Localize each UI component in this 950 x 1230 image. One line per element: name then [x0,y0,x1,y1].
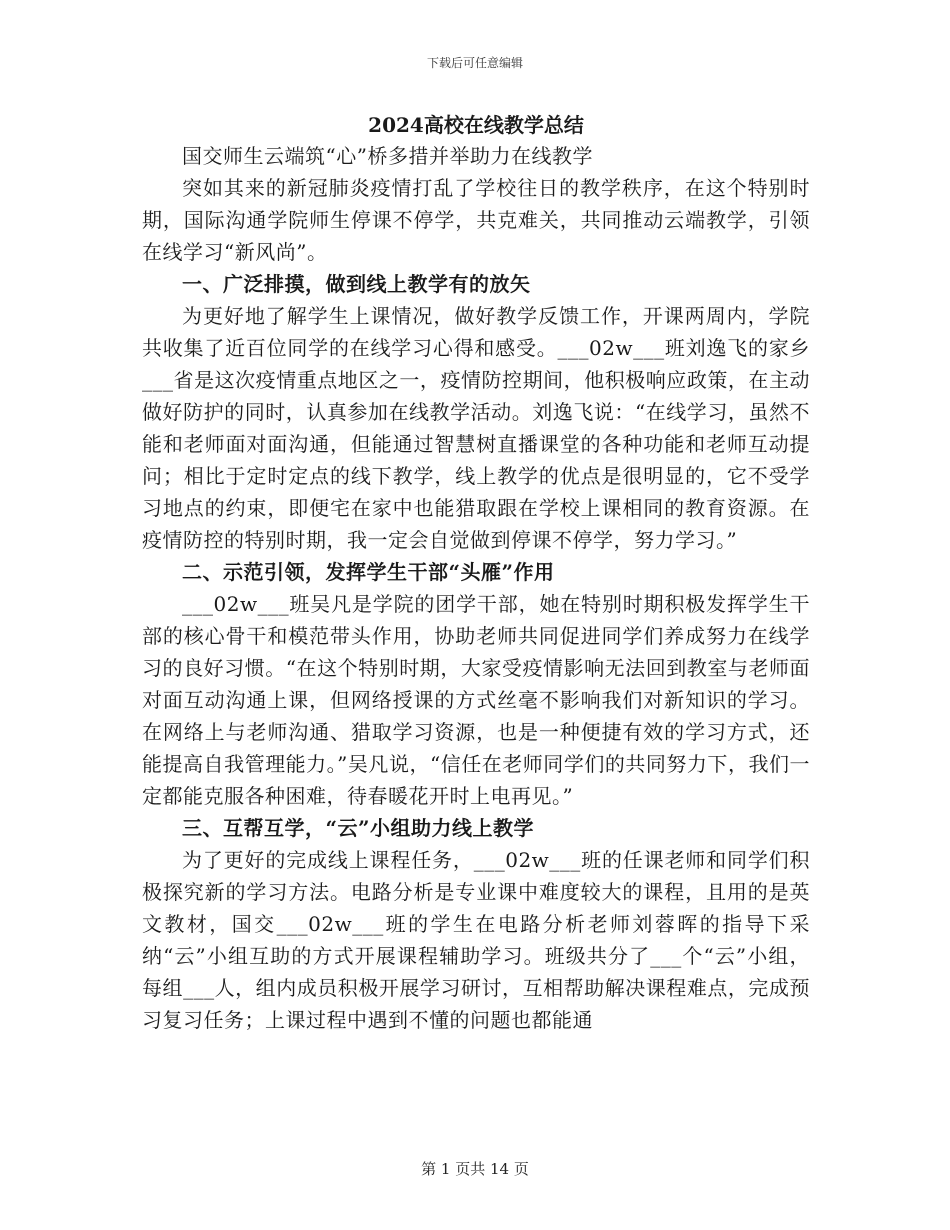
header-note: 下载后可任意编辑 [426,56,523,70]
intro-paragraph: 突如其来的新冠肺炎疫情打乱了学校往日的教学秩序，在这个特别时期，国际沟通学院师生停课不停学，共克难关，共同推动云端教学，引领在线学习“新风尚”。 [142,176,810,264]
document-body [142,110,810,1036]
document-title: 2024高校在线教学总结 [368,113,584,137]
page-number: 第 1 页共 14 页 [421,1160,529,1178]
section-2-paragraph: ___02w___班吴凡是学院的团学干部，她在特别时期积极发挥学生干部的核心骨干和模范带头作用，协助老师共同促进同学们养成努力在线学习的良好习惯。“在这个特别时期，大家受疫情影响无法回到教室与老师面对面互动沟通上课，但网络授课的方式丝毫不影响我们对新知识的学习。在网络上与老师沟通、猎取学习资源，也是一种便捷有效的学习方式，还能提高自我管理能力。”吴凡说，“信任在老师同学们的共同努力下，我们一定都能克服各种困难，待春暖花开时上电再见。” [142,592,810,808]
section-3-paragraph: 为了更好的完成线上课程任务，___02w___班的任课老师和同学们积极探究新的学习方法。电路分析是专业课中难度较大的课程，且用的是英文教材，国交___02w___班的学生在电路分析老师刘蓉晖的指导下采纳“云”小组互助的方式开展课程辅助学习。班级共分了___个“云”小组，每组___人，组内成员积极开展学习研讨，互相帮助解决课程难点，完成预习复习任务；上课过程中遇到不懂的问题也都能通 [142,848,810,1032]
section-1-paragraph: 为更好地了解学生上课情况，做好教学反馈工作，开课两周内，学院共收集了近百位同学的在线学习心得和感受。___02w___班刘逸飞的家乡___省是这次疫情重点地区之一，疫情防控期间，他积极响应政策，在主动做好防护的同时，认真参加在线教学活动。刘逸飞说：“在线学习，虽然不能和老师面对面沟通，但能通过智慧树直播课堂的各种功能和老师互动提问；相比于定时定点的线下教学，线上教学的优点是很明显的，它不受学习地点的约束，即便宅在家中也能猎取跟在学校上课相同的教育资源。在疫情防控的特别时期，我一定会自觉做到停课不停学，努力学习。” [142,304,810,552]
section-heading-2: 二、示范引领，发挥学生干部“头雁”作用 [182,560,555,584]
section-heading-1: 一、广泛排摸，做到线上教学有的放矢 [182,272,531,296]
section-heading-3: 三、互帮互学，“云”小组助力线上教学 [182,816,535,840]
document-subtitle: 国交师生云端筑“心”桥多措并举助力在线教学 [182,144,593,168]
